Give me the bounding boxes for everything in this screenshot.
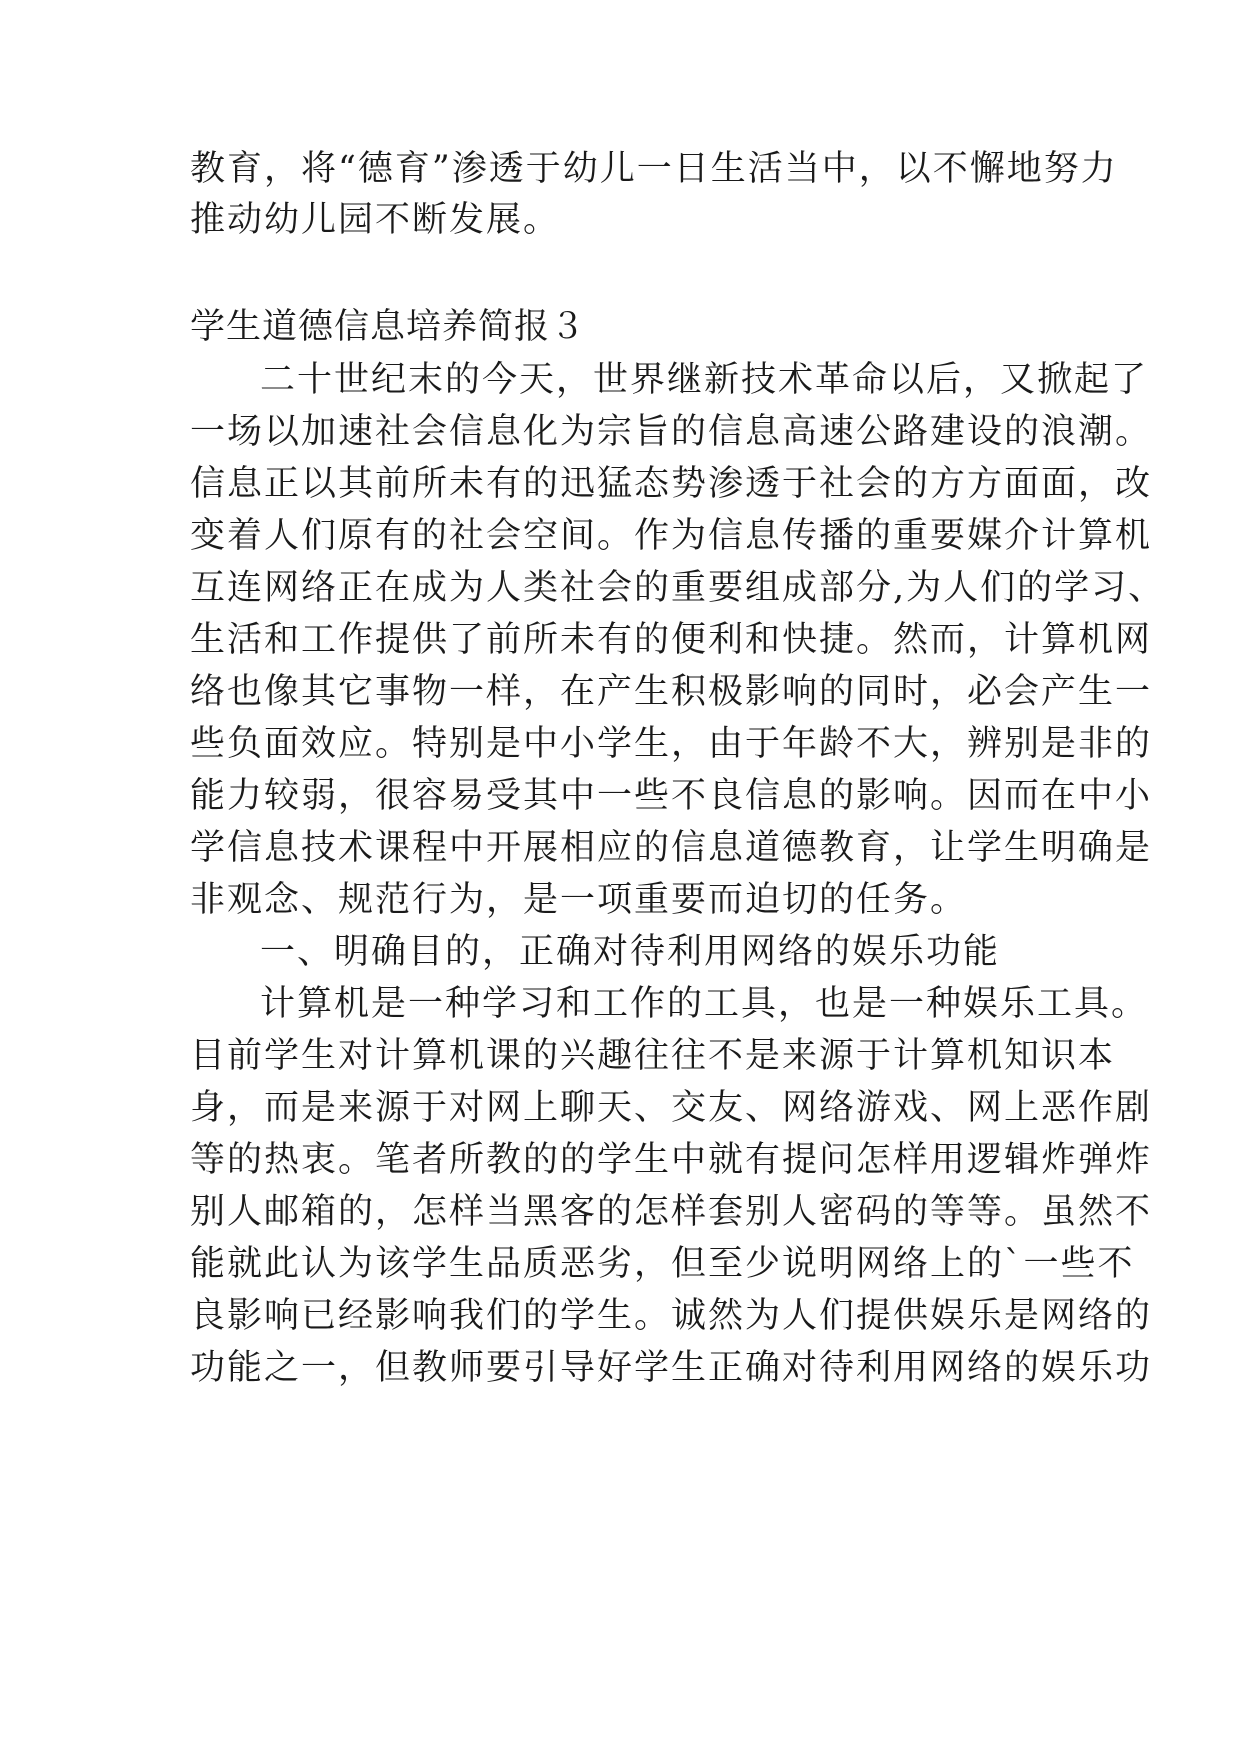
paragraph2-line-3: 身，而是来源于对网上聊天、交友、网络游戏、网上恶作剧 <box>190 1088 1153 1128</box>
paragraph1-line-2: 一场以加速社会信息化为宗旨的信息高速公路建设的浪潮。 <box>190 412 1153 452</box>
intro-line-2: 推动幼儿园不断发展。 <box>190 200 561 240</box>
paragraph1-line-7: 络也像其它事物一样，在产生积极影响的同时，必会产生一 <box>190 672 1153 712</box>
paragraph1-line-1: 二十世纪末的今天，世界继新技术革命以后，又掀起了 <box>260 360 1149 400</box>
paragraph1-line-10: 学信息技术课程中开展相应的信息道德教育，让学生明确是 <box>190 828 1153 868</box>
paragraph1-line-8: 些负面效应。特别是中小学生，由于年龄不大，辨别是非的 <box>190 724 1153 764</box>
section-title: 学生道德信息培养简报３ <box>190 307 587 347</box>
paragraph2-line-4: 等的热衷。笔者所教的的学生中就有提问怎样用逻辑炸弹炸 <box>190 1140 1153 1180</box>
paragraph1-line-5: 互连网络正在成为人类社会的重要组成部分,为人们的学习、 <box>190 568 1166 608</box>
paragraph1-line-6: 生活和工作提供了前所未有的便利和快捷。然而，计算机网 <box>190 620 1153 660</box>
intro-line-1: 教育，将“德育”渗透于幼儿一日生活当中，以不懈地努力 <box>190 149 1118 189</box>
paragraph2-line-8: 功能之一，但教师要引导好学生正确对待利用网络的娱乐功 <box>190 1348 1153 1388</box>
paragraph2-line-1: 计算机是一种学习和工作的工具，也是一种娱乐工具。 <box>260 984 1149 1024</box>
paragraph1-line-3: 信息正以其前所未有的迅猛态势渗透于社会的方方面面，改 <box>190 464 1153 504</box>
paragraph1-line-11: 非观念、规范行为，是一项重要而迫切的任务。 <box>190 880 968 920</box>
paragraph2-line-6: 能就此认为该学生品质恶劣，但至少说明网络上的`一些不 <box>190 1244 1135 1284</box>
paragraph1-line-9: 能力较弱，很容易受其中一些不良信息的影响。因而在中小 <box>190 776 1153 816</box>
paragraph1-line-4: 变着人们原有的社会空间。作为信息传播的重要媒介计算机 <box>190 516 1153 556</box>
subheading: 一、明确目的，正确对待利用网络的娱乐功能 <box>260 932 1001 972</box>
paragraph2-line-5: 别人邮箱的，怎样当黑客的怎样套别人密码的等等。虽然不 <box>190 1192 1153 1232</box>
paragraph2-line-2: 目前学生对计算机课的兴趣往往不是来源于计算机知识本 <box>190 1036 1116 1076</box>
paragraph2-line-7: 良影响已经影响我们的学生。诚然为人们提供娱乐是网络的 <box>190 1296 1153 1336</box>
